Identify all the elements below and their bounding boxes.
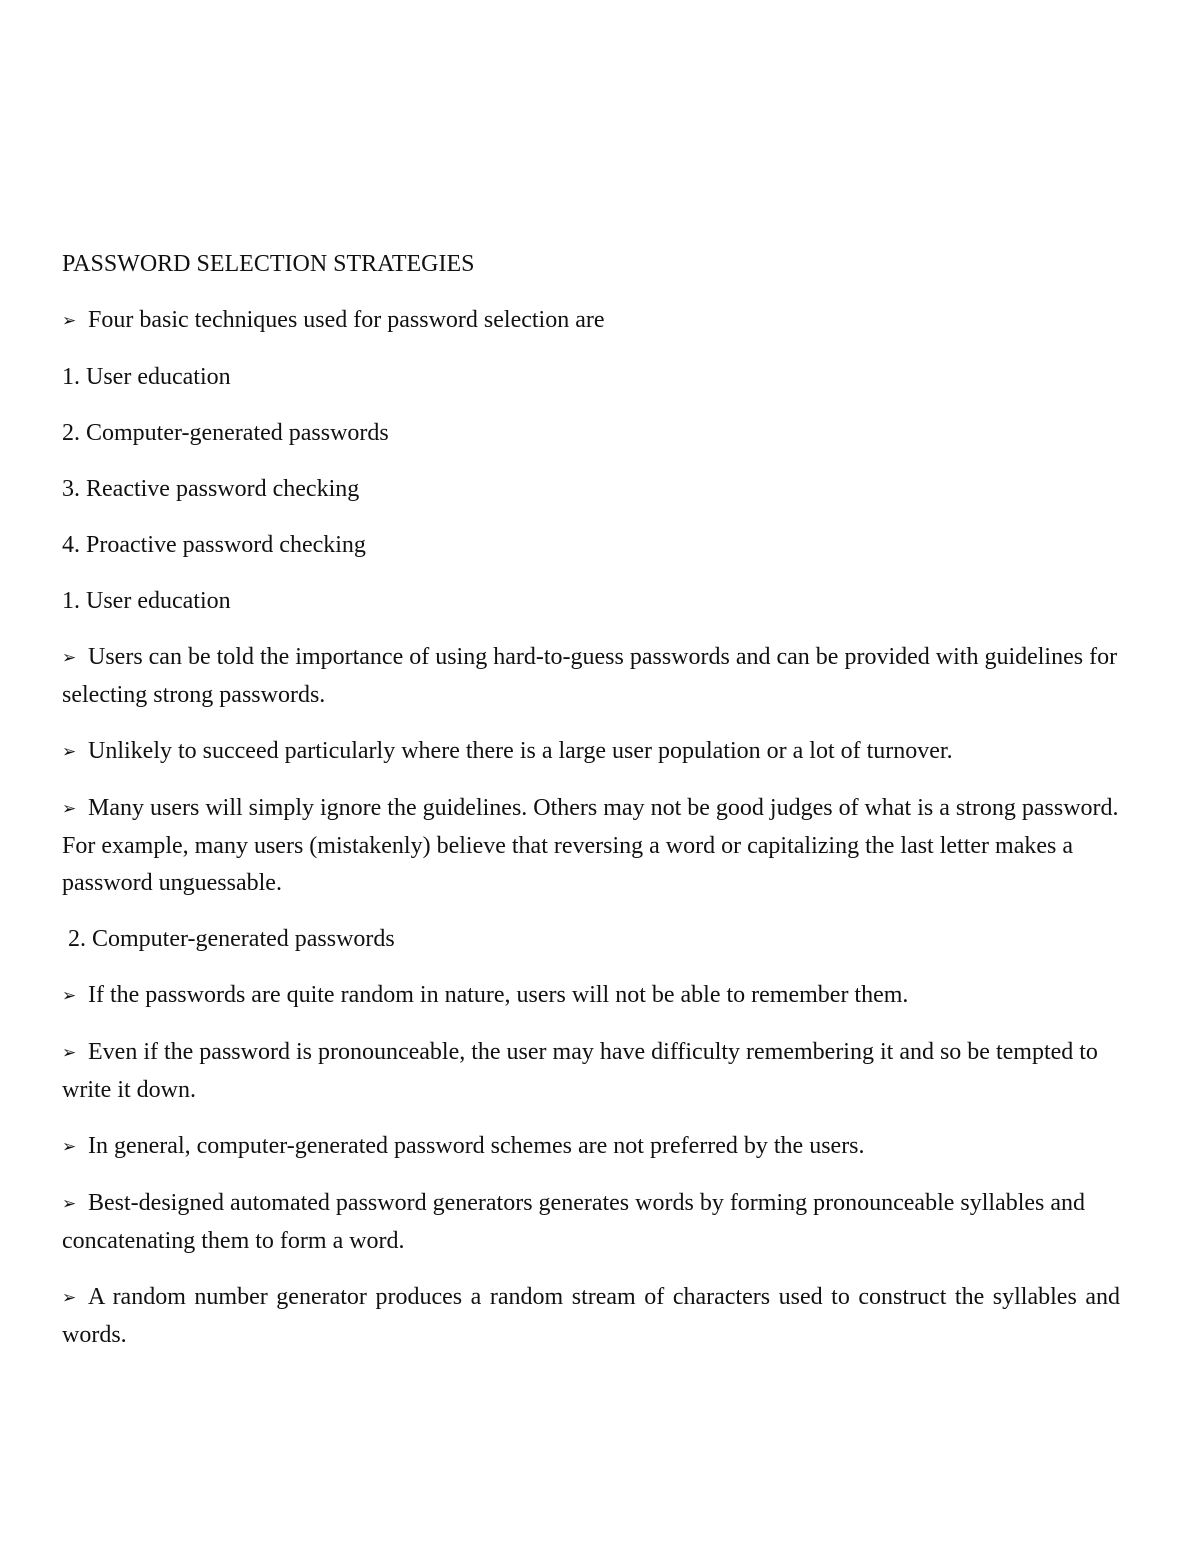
bullet-text: Many users will simply ignore the guidelines. Others may not be good judges of what is a strong password. For example, many users (mistakenly) believe that reversing a word or capitalizing the last letter makes a password unguessable. (62, 795, 1119, 896)
arrow-bullet-icon: ➢ (62, 1194, 77, 1214)
section1-bullet (62, 733, 1120, 771)
arrow-bullet-icon: ➢ (62, 799, 77, 819)
bullet-text: Unlikely to succeed particularly where there is a large user population or a lot of turnover. (88, 738, 953, 764)
document-title: PASSWORD SELECTION STRATEGIES (62, 251, 475, 277)
bullet-text: In general, computer-generated password schemes are not preferred by the users. (88, 1133, 865, 1159)
intro-bullet (62, 302, 1120, 340)
document-body (62, 246, 1120, 1373)
section2-bullet (62, 977, 1120, 1015)
section2-bullet (62, 1185, 1120, 1260)
section2-heading: 2. Computer-generated passwords (68, 926, 395, 952)
section2-bullet (62, 1128, 1120, 1166)
arrow-bullet-icon: ➢ (62, 1043, 77, 1063)
bullet-text: Users can be told the importance of using hard-to-guess passwords and can be provided with guidelines for selecting strong passwords. (62, 644, 1118, 708)
bullet-text: A random number generator produces a random stream of characters used to construct the syllables and words. (62, 1284, 1120, 1348)
intro-text: Four basic techniques used for password selection are (88, 307, 605, 333)
arrow-bullet-icon: ➢ (62, 742, 77, 762)
technique-item: 3. Reactive password checking (62, 476, 360, 502)
arrow-bullet-icon: ➢ (62, 311, 77, 331)
bullet-text: Best-designed automated password generators generates words by forming pronounceable syllables and concatenating them to form a word. (62, 1190, 1086, 1254)
arrow-bullet-icon: ➢ (62, 986, 77, 1006)
section1-bullet (62, 790, 1120, 902)
technique-item: 4. Proactive password checking (62, 532, 366, 558)
technique-item: 2. Computer-generated passwords (62, 420, 389, 446)
section2-bullet (62, 1034, 1120, 1109)
arrow-bullet-icon: ➢ (62, 1137, 77, 1157)
arrow-bullet-icon: ➢ (62, 648, 77, 668)
section2-bullet (62, 1279, 1120, 1354)
bullet-text: If the passwords are quite random in nature, users will not be able to remember them. (88, 982, 909, 1008)
arrow-bullet-icon: ➢ (62, 1288, 77, 1308)
section1-bullet (62, 639, 1120, 714)
section1-heading: 1. User education (62, 588, 231, 614)
technique-item: 1. User education (62, 364, 231, 390)
bullet-text: Even if the password is pronounceable, the user may have difficulty remembering it and so be tempted to write it down. (62, 1039, 1098, 1103)
